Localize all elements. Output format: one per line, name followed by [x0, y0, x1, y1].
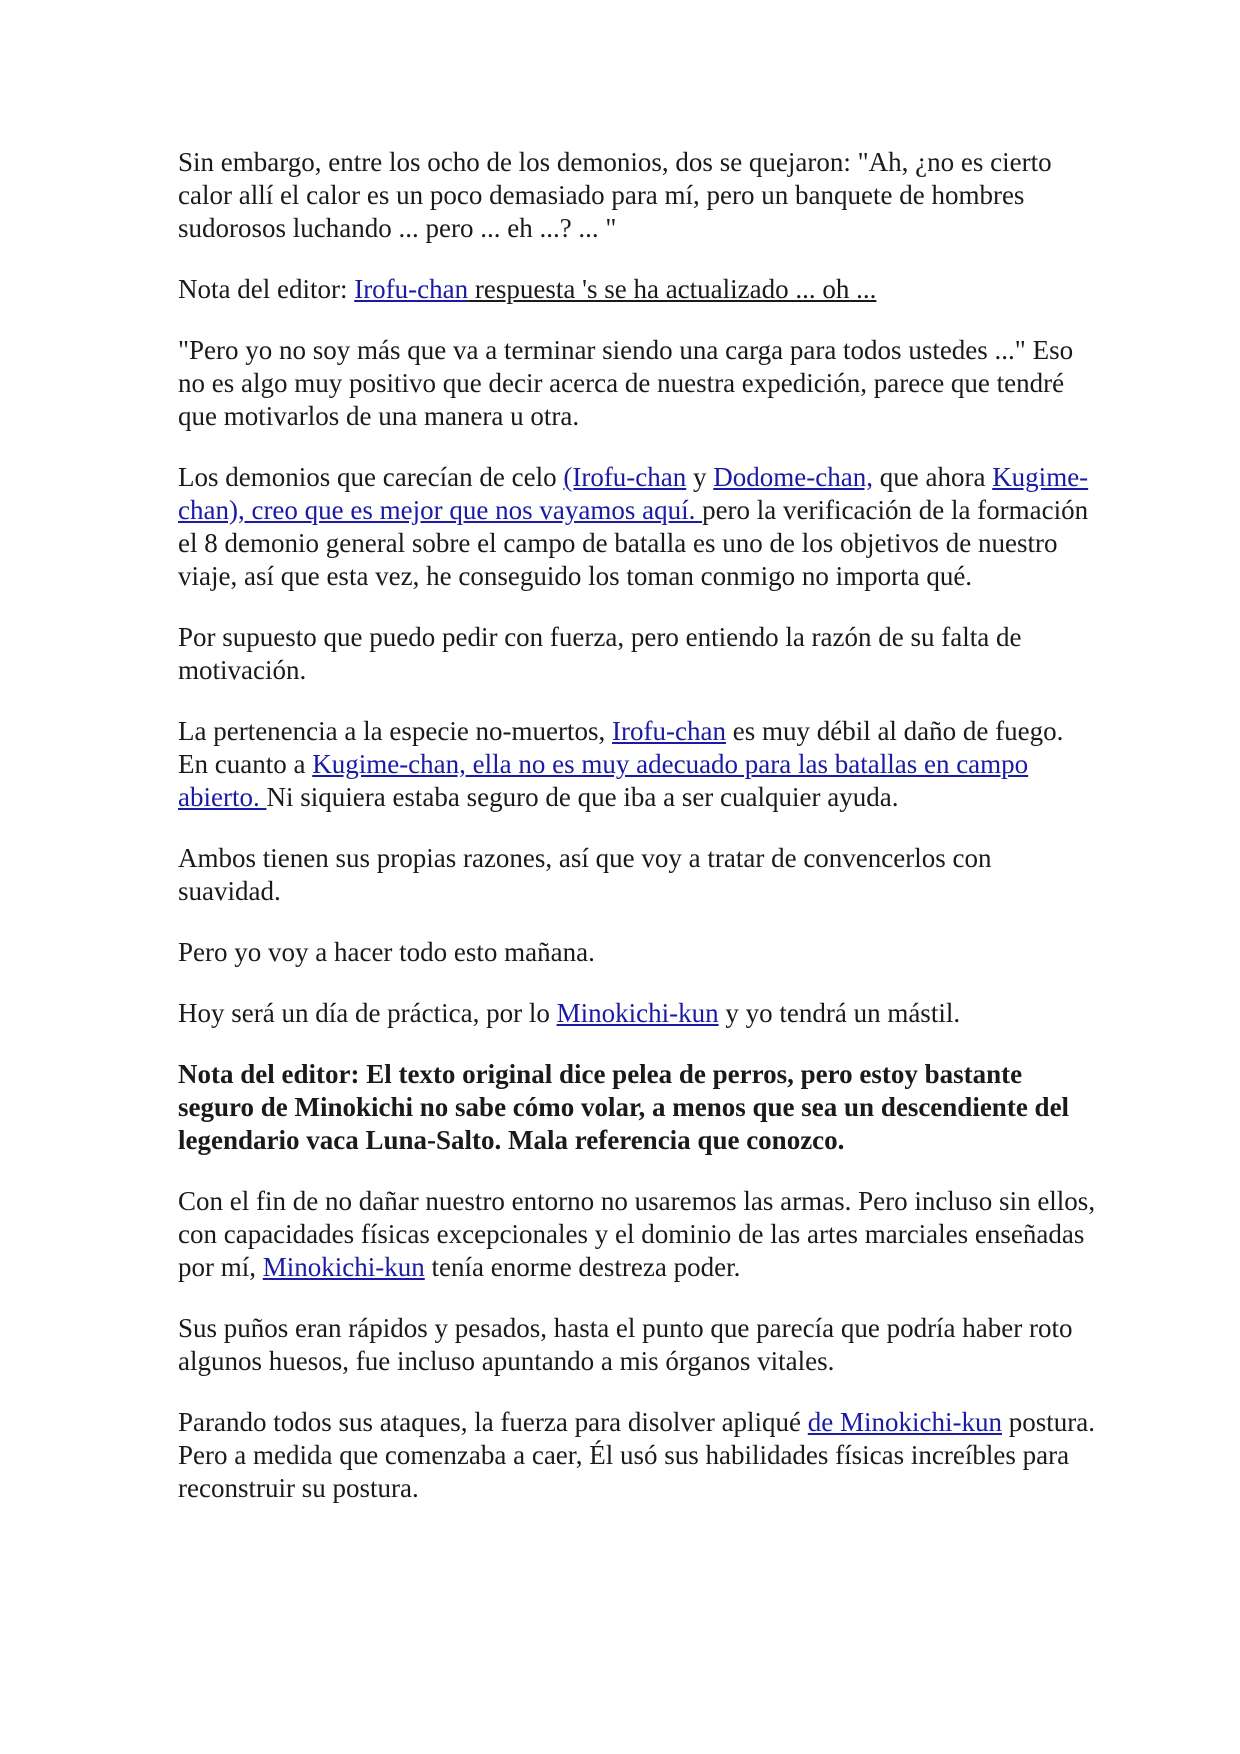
text-span: y [686, 462, 714, 492]
link-irofu-chan[interactable]: (Irofu-chan [563, 462, 687, 492]
paragraph-9 [178, 997, 1098, 1030]
text-span: La pertenencia a la especie no-muertos, [178, 716, 613, 746]
link-kugime-chan[interactable]: Kugime-chan, ella no es muy adecuado para las batallas en campo abierto. [178, 749, 1029, 812]
paragraph-6 [178, 715, 1098, 814]
document-page [178, 146, 1098, 1533]
text-span: Nota del editor: [178, 274, 355, 304]
text-span: Pero yo voy a hacer todo esto mañana. [178, 937, 595, 967]
link-kugime-chan[interactable]: Kugime-chan), creo que es mejor que nos vayamos aquí. [178, 462, 1089, 525]
paragraph-editor-note-1 [178, 273, 1098, 306]
text-span: Por supuesto que puedo pedir con fuerza, pero entiendo la razón de su falta de motivación. [178, 622, 1022, 685]
link-minokichi-kun[interactable]: Minokichi-kun [556, 998, 719, 1028]
text-span: tenía enorme destreza poder. [424, 1252, 741, 1282]
paragraph-1 [178, 146, 1098, 245]
text-span: pero la verificación de la formación el 8 demonio general sobre el campo de batalla es uno de los objetivos de nuestro viaje, así que esta vez, he conseguido los toman conmigo no importa qué. [178, 495, 1089, 591]
paragraph-editor-note-2 [178, 1058, 1098, 1157]
text-span: que ahora [872, 462, 993, 492]
text-span: Hoy será un día de práctica, por lo [178, 998, 557, 1028]
link-dodome-chan[interactable]: Dodome-chan, [713, 462, 873, 492]
underlined-text: respuesta 's se ha actualizado ... oh ... [468, 274, 877, 304]
paragraph-5 [178, 621, 1098, 687]
text-span: Los demonios que carecían de celo [178, 462, 564, 492]
paragraph-12 [178, 1312, 1098, 1378]
paragraph-4 [178, 461, 1098, 593]
paragraph-13 [178, 1406, 1098, 1505]
link-irofu-chan[interactable]: Irofu-chan [612, 716, 726, 746]
text-span: Ambos tienen sus propias razones, así que voy a tratar de convencerlos con suavidad. [178, 843, 992, 906]
text-span: y yo tendrá un mástil. [718, 998, 961, 1028]
paragraph-8 [178, 936, 1098, 969]
text-span: Con el fin de no dañar nuestro entorno no usaremos las armas. Pero incluso sin ellos, con capacidades físicas excepcionales y el dominio de las artes marciales enseñadas por mí, [178, 1186, 1096, 1282]
link-minokichi-kun[interactable]: de Minokichi-kun [807, 1407, 1003, 1437]
paragraph-3 [178, 334, 1098, 433]
text-span: postura. Pero a medida que comenzaba a caer, Él usó sus habilidades físicas increíbles para reconstruir su postura. [178, 1407, 1096, 1503]
text-span: es muy débil al daño de fuego. En cuanto a [178, 716, 1064, 779]
text-span: Parando todos sus ataques, la fuerza para disolver apliqué [178, 1407, 808, 1437]
text-span: Nota del editor: El texto original dice pelea de perros, pero estoy bastante seguro de Minokichi no sabe cómo volar, a menos que sea un descendiente del legendario vaca Luna-Salto. Mala referencia que conozco. [178, 1059, 1070, 1155]
link-irofu-chan[interactable]: Irofu-chan [354, 274, 469, 304]
text-span: Ni siquiera estaba seguro de que iba a ser cualquier ayuda. [266, 782, 899, 812]
paragraph-11 [178, 1185, 1098, 1284]
paragraph-7 [178, 842, 1098, 908]
text-span: Sus puños eran rápidos y pesados, hasta el punto que parecía que podría haber roto algunos huesos, fue incluso apuntando a mis órganos vitales. [178, 1313, 1073, 1376]
link-minokichi-kun[interactable]: Minokichi-kun [262, 1252, 425, 1282]
text-span: "Pero yo no soy más que va a terminar siendo una carga para todos ustedes ..." Eso no es algo muy positivo que decir acerca de nuestra expedición, parece que tendré que motivarlos de una manera u otra. [178, 335, 1074, 431]
text-span: Sin embargo, entre los ocho de los demonios, dos se quejaron: "Ah, ¿no es cierto calor allí el calor es un poco demasiado para mí, pero un banquete de hombres sudorosos luchando ... pero ... eh ...? ... " [178, 147, 1052, 243]
